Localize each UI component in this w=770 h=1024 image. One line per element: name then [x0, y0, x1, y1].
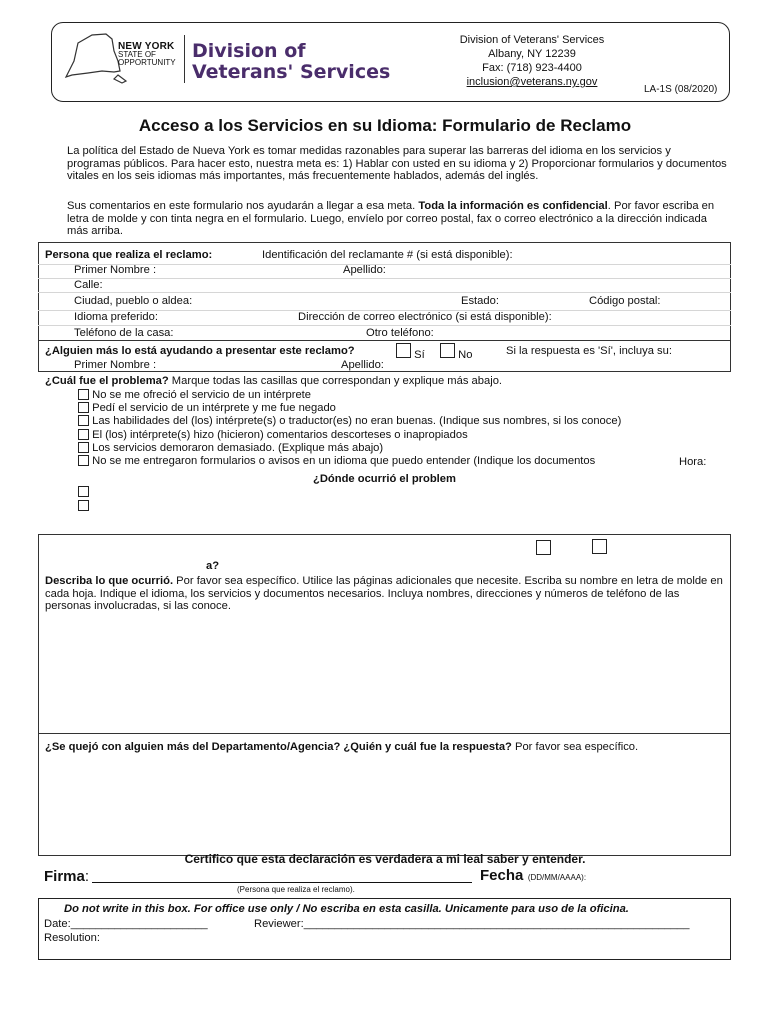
problem-checkbox[interactable] — [78, 415, 89, 426]
problem-option-1[interactable] — [78, 389, 311, 402]
signature-word: Firma — [44, 868, 85, 885]
extra-checkbox[interactable] — [78, 496, 89, 514]
office-resolution-field: Resolution: — [44, 932, 100, 944]
date-label[interactable] — [480, 867, 586, 885]
claimant-heading: Persona que realiza el reclamo: — [45, 249, 213, 261]
intro-paragraph: La política del Estado de Nueva York es tomar medidas razonables para superar las barreras del idioma en los servicios y programas públicos. Para hacer esto, nuestra meta es: 1) Hablar con usted en su idioma y 2) Proporcionar formularios y documentos vitales en los seis idiomas más importantes, más frecuentemente hablados, además del inglés. — [67, 145, 727, 182]
logo-divider — [184, 35, 185, 83]
checkbox[interactable] — [78, 500, 89, 511]
helper-yes-checkbox[interactable] — [396, 343, 411, 358]
complained-question — [45, 741, 725, 754]
logo-line-1: NEW YORK — [118, 41, 175, 52]
problem-option-label: No se me entregaron formularios o avisos en un idioma que puedo entender (Indique los documentos — [92, 455, 596, 467]
letterhead — [51, 22, 730, 102]
signature-label — [44, 868, 89, 885]
describe-instructions — [45, 575, 723, 613]
nys-logo-text — [118, 43, 176, 67]
helper-no-label: No — [458, 349, 473, 361]
helper-last-name-field[interactable]: Apellido: — [341, 359, 384, 371]
where-question: ¿Dónde ocurrió el problem — [313, 473, 456, 485]
email-link[interactable]: inclusion@veterans.ny.gov — [466, 76, 598, 88]
row-divider — [38, 278, 731, 279]
claimant-language-field[interactable]: Idioma preferido: — [74, 311, 158, 323]
problem-option-label: No se me ofreció el servicio de un intérprete — [92, 389, 311, 401]
claimant-last-name-field[interactable]: Apellido: — [343, 264, 386, 276]
page-title: Acceso a los Servicios en su Idioma: Formulario de Reclamo — [138, 116, 632, 135]
problem-question: ¿Cuál fue el problema? — [45, 375, 169, 387]
problem-checkbox[interactable] — [78, 455, 89, 466]
describe-heading: Describa lo que ocurrió. — [45, 575, 174, 587]
helper-no-checkbox[interactable] — [440, 343, 455, 358]
section-divider — [38, 340, 731, 341]
address-line-1: Division of Veterans' Services — [459, 34, 605, 46]
time-field[interactable]: Hora: — [679, 456, 707, 468]
problem-heading — [45, 375, 502, 388]
problem-option-label: Los servicios demoraron demasiado. (Explique más abajo) — [92, 442, 384, 454]
problem-option-2[interactable] — [78, 402, 336, 415]
section-divider — [38, 733, 731, 734]
row-divider — [38, 292, 731, 293]
checkbox[interactable] — [536, 540, 551, 555]
complained-text: Por favor sea específico. — [511, 741, 639, 753]
helper-if-yes-text: Si la respuesta es 'Sí', incluya su: — [506, 345, 672, 357]
office-date-field: Date:______________________ — [44, 918, 208, 930]
form-number: LA-1S (08/2020) — [644, 84, 718, 95]
office-use-note: Do not write in this box. For office use only / No escriba en esta casilla. Unicamente para uso de la oficina. — [64, 903, 629, 915]
claimant-state-field[interactable]: Estado: — [461, 295, 499, 307]
claimant-city-field[interactable]: Ciudad, pueblo o aldea: — [74, 295, 193, 307]
helper-yes-option[interactable] — [396, 343, 425, 362]
large-checkbox[interactable] — [536, 540, 551, 560]
address-line-2: Albany, NY 12239 — [488, 48, 576, 60]
signature-line[interactable] — [92, 882, 472, 883]
agency-name-line-2: Veterans' Services — [192, 61, 391, 83]
problem-checkbox[interactable] — [78, 389, 89, 400]
logo-line-2: STATE OF — [118, 50, 156, 59]
helper-no-option[interactable] — [440, 343, 472, 362]
problem-checkbox[interactable] — [78, 429, 89, 440]
agency-name — [192, 41, 390, 83]
date-format: (DD/MM/AAAA): — [527, 873, 587, 882]
problem-option-4[interactable] — [78, 429, 468, 442]
certification-statement: Certifico que esta declaración es verdadera a mi leal saber y entender. — [184, 852, 586, 866]
describe-text: Por favor sea específico. Utilice las páginas adicionales que necesite. Escriba su nombre en letra de molde en cada hoja. Indique el idioma, los servicios y documentos necesarios. Incluya nombres, direcciones y números de teléfono de las personas involucradas, si las conoce. — [45, 575, 723, 612]
claimant-first-name-field[interactable]: Primer Nombre : — [74, 264, 157, 276]
large-checkbox[interactable] — [592, 539, 607, 559]
problem-instruction: Marque todas las casillas que correspondan y explique más abajo. — [168, 375, 503, 387]
helper-yes-label: Sí — [414, 349, 425, 361]
problem-option-6[interactable] — [78, 455, 595, 468]
complained-heading: ¿Se quejó con alguien más del Departamento/Agencia? ¿Quién y cuál fue la respuesta? — [45, 741, 512, 753]
problem-checkbox[interactable] — [78, 442, 89, 453]
problem-option-label: Las habilidades del (los) intérprete(s) o traductor(es) no eran buenas. (Indique sus nombres, si los conoce) — [92, 415, 622, 427]
instructions-paragraph — [67, 200, 727, 238]
logo-line-3: OPPORTUNITY — [118, 58, 176, 67]
helper-first-name-field[interactable]: Primer Nombre : — [74, 359, 157, 371]
claimant-id-field[interactable]: Identificación del reclamante # (si está disponible): — [262, 249, 513, 261]
helper-question: ¿Alguien más lo está ayudando a presentar este reclamo? — [45, 345, 355, 357]
signature-colon: : — [84, 868, 90, 885]
problem-option-3[interactable] — [78, 415, 621, 428]
office-reviewer-field: Reviewer:______________________________________________________________ — [254, 918, 690, 930]
problem-option-label: Pedí el servicio de un intérprete y me fue negado — [92, 402, 336, 414]
claimant-zip-field[interactable]: Código postal: — [589, 295, 661, 307]
instructions-text-b: . Por favor escriba en letra de molde y con tinta negra en el formulario. Luego, envíelo por correo postal, fax o correo electrónico a la dirección indicada más arriba. — [67, 200, 715, 237]
signer-note: (Persona que realiza el reclamo). — [237, 885, 355, 894]
agency-name-line-1: Division of — [192, 40, 306, 62]
claimant-street-field[interactable]: Calle: — [74, 279, 103, 291]
problem-checkbox[interactable] — [78, 402, 89, 413]
row-divider — [38, 325, 731, 326]
claimant-other-phone-field[interactable]: Otro teléfono: — [366, 327, 434, 339]
claimant-email-field[interactable]: Dirección de correo electrónico (si está disponible): — [298, 311, 552, 323]
date-word: Fecha — [480, 867, 524, 884]
instructions-text-a: Sus comentarios en este formulario nos ayudarán a llegar a esa meta. — [67, 200, 419, 212]
confidential-note: Toda la información es confidencial — [418, 200, 608, 212]
checkbox[interactable] — [592, 539, 607, 554]
fax-number: Fax: (718) 923-4400 — [482, 62, 582, 74]
where-question-end: a? — [206, 560, 220, 572]
agency-address — [432, 33, 632, 89]
problem-option-5[interactable] — [78, 442, 383, 455]
claimant-home-phone-field[interactable]: Teléfono de la casa: — [74, 327, 174, 339]
problem-option-label: El (los) intérprete(s) hizo (hicieron) comentarios descorteses o inapropiados — [92, 429, 468, 441]
